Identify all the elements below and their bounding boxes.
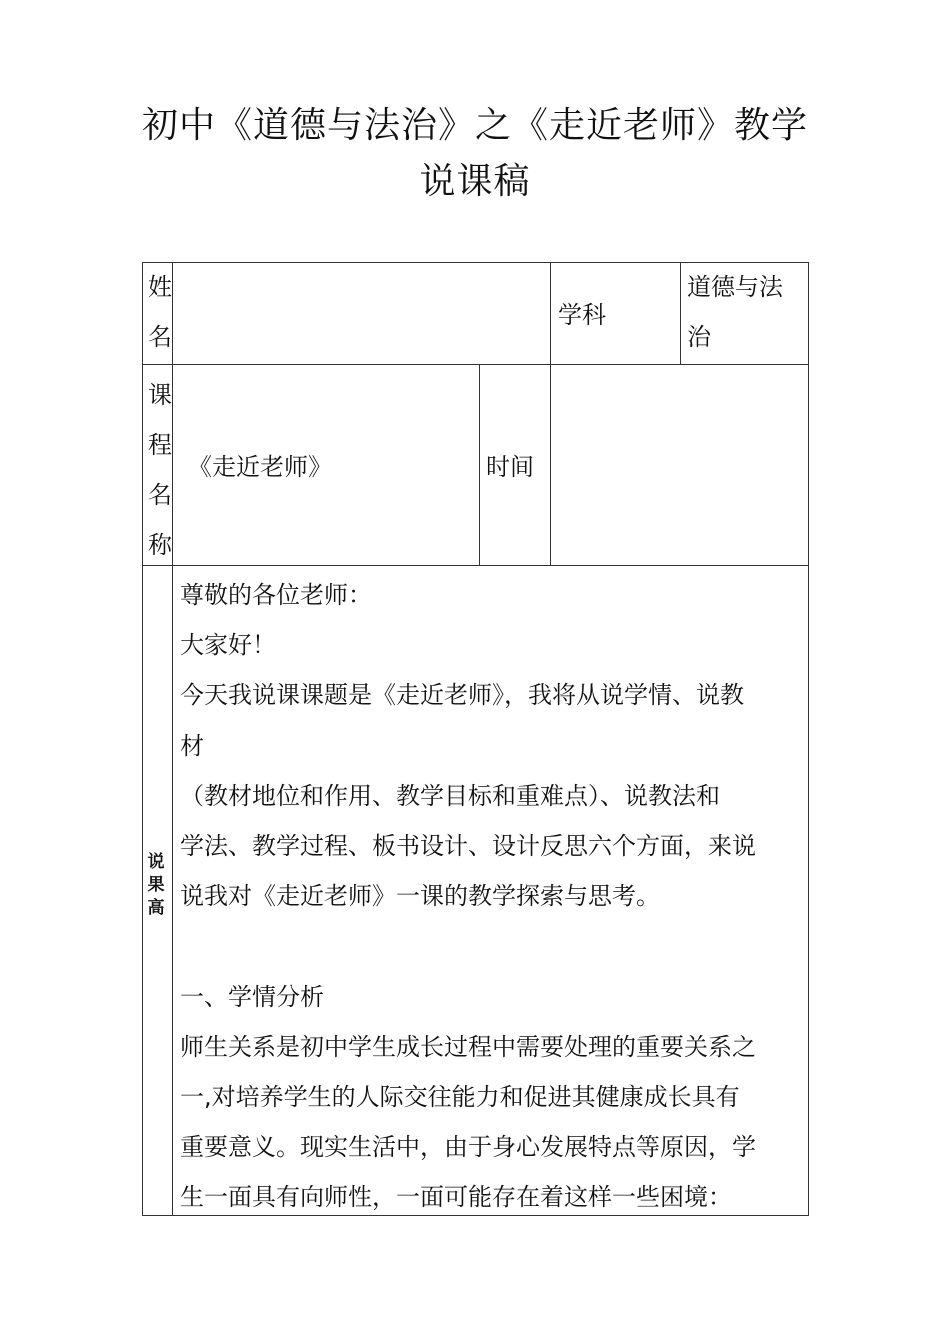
course-value: 《走近老师》 xyxy=(188,453,332,481)
paragraph-line: 一,对培养学生的人际交往能力和促进其健康成长具有 xyxy=(180,1083,740,1112)
course-label: 课 程 名 称 xyxy=(148,381,172,559)
content-label: 说 果 高 xyxy=(147,852,165,918)
table-row-divider xyxy=(142,364,809,365)
greeting-line: 尊敬的各位老师： xyxy=(180,581,372,609)
title-line-2: 说课稿 xyxy=(419,161,531,202)
blank-line xyxy=(180,921,800,971)
table-col-divider xyxy=(680,262,681,364)
table-col-divider xyxy=(550,262,551,565)
paragraph-line: 重要意义。现实生活中，由于身心发展特点等原因，学 xyxy=(180,1133,756,1162)
hello-line: 大家好！ xyxy=(180,631,276,660)
table-row-divider xyxy=(142,565,809,566)
title-line-1: 初中《道德与法治》之《走近老师》教学 xyxy=(141,105,808,146)
name-label: 姓 名 xyxy=(148,273,172,351)
table-border-right xyxy=(808,262,809,1216)
table-col-divider xyxy=(479,364,480,565)
paragraph-line: 说我对《走近老师》一课的教学探索与思考。 xyxy=(180,882,660,911)
section-heading: 一、学情分析 xyxy=(180,982,324,1011)
document-title xyxy=(0,98,950,210)
paragraph-line: （教材地位和作用、教学目标和重难点）、说教法和 xyxy=(180,781,720,810)
paragraph-line: 材 xyxy=(180,731,204,760)
subject-value: 道德与法 治 xyxy=(687,273,783,351)
paragraph-line: 今天我说课课题是《走近老师》，我将从说学情、说教 xyxy=(180,681,744,710)
table-border-left xyxy=(142,262,143,1216)
time-label: 时间 xyxy=(486,453,534,481)
subject-label: 学科 xyxy=(558,301,606,329)
paragraph-line: 师生关系是初中学生成长过程中需要处理的重要关系之 xyxy=(180,1032,756,1061)
lesson-content xyxy=(180,570,800,1223)
paragraph-line: 生一面具有向师性，一面可能存在着这样一些困境： xyxy=(180,1183,732,1212)
paragraph-line: 学法、教学过程、板书设计、设计反思六个方面，来说 xyxy=(180,832,756,861)
